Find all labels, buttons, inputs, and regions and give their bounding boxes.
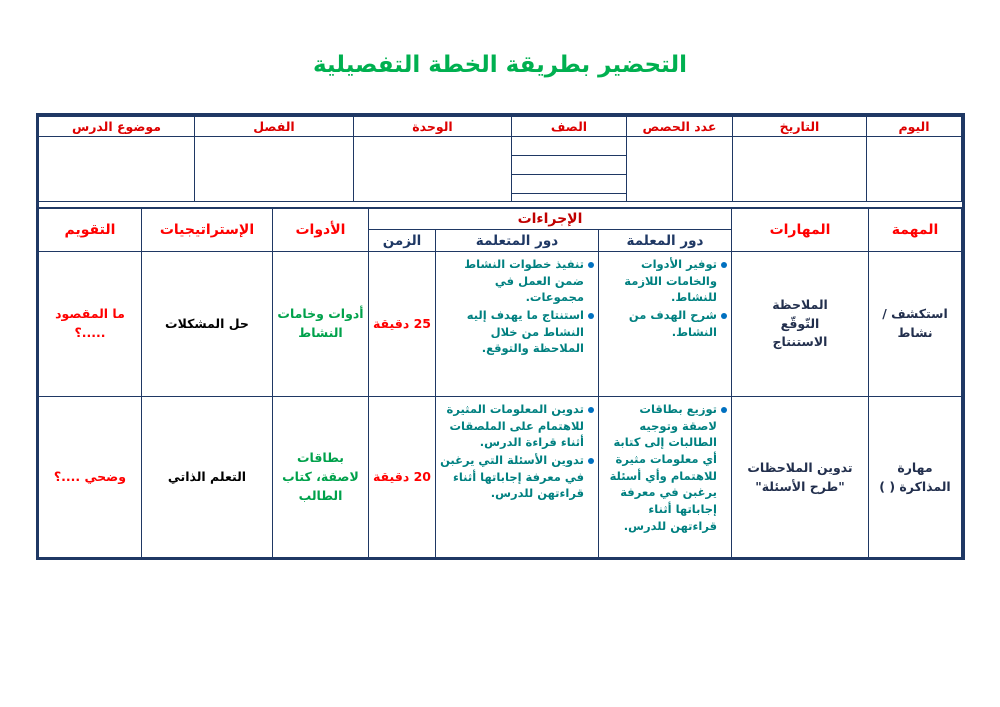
cell-tools: أدوات وخامات النشاط xyxy=(272,252,368,397)
bullet-icon xyxy=(721,262,727,268)
list-item: شرح الهدف من النشاط. xyxy=(601,307,727,340)
grade-subline xyxy=(512,175,626,194)
bullet-icon xyxy=(588,262,594,268)
header-tools: الأدوات xyxy=(272,209,368,252)
plan-header-row xyxy=(38,209,961,230)
info-header-day: اليوم xyxy=(867,117,962,137)
cell-skills: تدوين الملاحظات "طرح الأسئلة" xyxy=(732,397,869,559)
cell-learner-role xyxy=(436,252,599,397)
header-learner-role: دور المتعلمة xyxy=(436,230,599,252)
header-evaluation: التقويم xyxy=(38,209,141,252)
header-task: المهمة xyxy=(869,209,962,252)
list-item: تدوين المعلومات المثيرة للاهتمام على الملصقات أثناء قراءة الدرس. xyxy=(438,401,594,451)
cell-evaluation: ما المقصود .....؟ xyxy=(38,252,141,397)
bullet-icon xyxy=(588,458,594,464)
info-header-semester: الفصل xyxy=(195,117,354,137)
info-header-unit: الوحدة xyxy=(354,117,512,137)
info-cell-day xyxy=(867,137,962,202)
list-item: استنتاج ما يهدف إليه النشاط من خلال الملاحظة والتوقع. xyxy=(438,307,594,357)
plan-table xyxy=(38,208,962,559)
cell-task: مهارة المذاكرة ( ) xyxy=(869,397,962,559)
info-header-periods: عدد الحصص xyxy=(627,117,733,137)
list-item: تنفيذ خطوات النشاط ضمن العمل في مجموعات. xyxy=(438,256,594,306)
info-cell-lesson-topic xyxy=(39,137,195,202)
cell-strategies: حل المشكلات xyxy=(141,252,272,397)
grade-sublines xyxy=(512,137,626,195)
list-item: توفير الأدوات والخامات اللازمة للنشاط. xyxy=(601,256,727,306)
header-time: الزمن xyxy=(368,230,435,252)
info-cell-unit xyxy=(354,137,512,202)
info-cell-grade xyxy=(512,137,627,202)
cell-time: 20 دقيقة xyxy=(368,397,435,559)
info-cell-semester xyxy=(195,137,354,202)
list-item: توزيع بطاقات لاصقة وتوجيه الطالبات إلى كتابة أي معلومات مثيرة للاهتمام وأي أسئلة يرغبن في معرفة إجاباتها أثناء قراءتهن للدرس. xyxy=(601,401,727,534)
lesson-plan-form xyxy=(36,113,965,560)
info-header-grade: الصف xyxy=(512,117,627,137)
bullet-icon xyxy=(588,407,594,413)
info-header-row xyxy=(39,117,962,137)
info-header-date: التاريخ xyxy=(733,117,867,137)
bullet-icon xyxy=(588,313,594,319)
grade-subline xyxy=(512,137,626,156)
cell-tools: بطاقات لاصقة، كتاب الطالب xyxy=(272,397,368,559)
cell-task: استكشف / نشاط xyxy=(869,252,962,397)
header-teacher-role: دور المعلمة xyxy=(599,230,732,252)
bullet-icon xyxy=(721,407,727,413)
header-procedures: الإجراءات xyxy=(368,209,731,230)
cell-teacher-role xyxy=(599,252,732,397)
list-item: تدوين الأسئلة التي يرغبن في معرفة إجاباتها أثناء قراءتهن للدرس. xyxy=(438,452,594,502)
page-title: التحضير بطريقة الخطة التفصيلية xyxy=(312,52,688,78)
grade-subline xyxy=(512,156,626,175)
cell-learner-role xyxy=(436,397,599,559)
header-skills: المهارات xyxy=(732,209,869,252)
cell-teacher-role xyxy=(599,397,732,559)
table-row xyxy=(38,397,961,559)
info-blank-row xyxy=(39,137,962,202)
info-header-lesson-topic: موضوع الدرس xyxy=(39,117,195,137)
cell-evaluation: وضحي ....؟ xyxy=(38,397,141,559)
table-row xyxy=(38,252,961,397)
header-strategies: الإستراتيجيات xyxy=(141,209,272,252)
info-table xyxy=(38,116,962,202)
cell-strategies: التعلم الذاتي xyxy=(141,397,272,559)
cell-skills: الملاحظة التّوقّع الاستنتاج xyxy=(732,252,869,397)
cell-time: 25 دقيقة xyxy=(368,252,435,397)
bullet-icon xyxy=(721,313,727,319)
info-cell-date xyxy=(733,137,867,202)
info-cell-periods xyxy=(627,137,733,202)
